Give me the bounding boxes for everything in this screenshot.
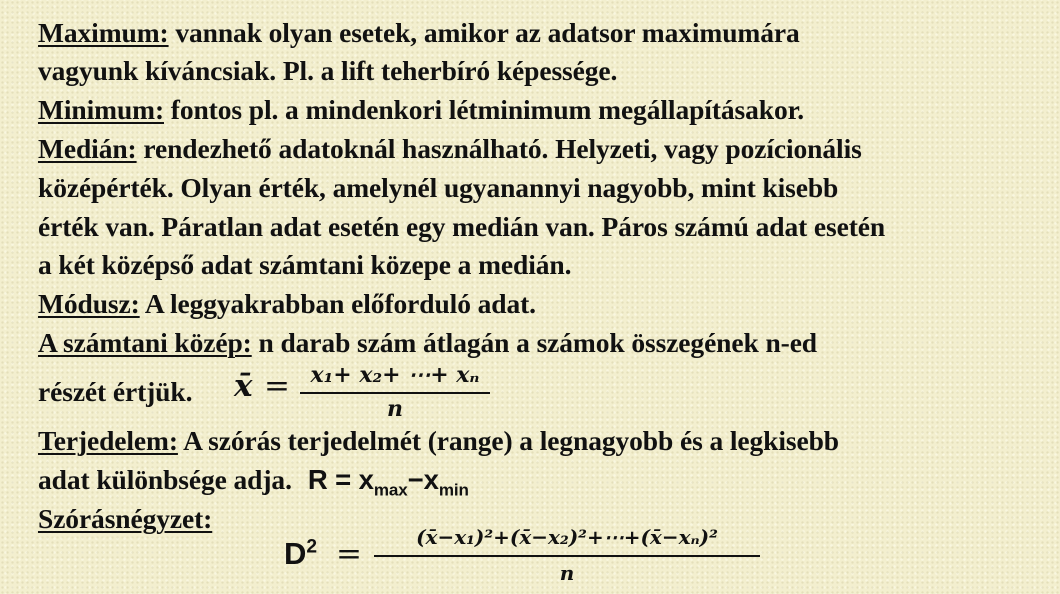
- mean-formula-numerator: x₁+ x₂+ ⋯+ xₙ: [310, 362, 480, 388]
- median-line-1: [38, 130, 862, 168]
- range-text-1: A szórás terjedelmét (range) a legnagyobb és a legkisebb: [177, 425, 840, 456]
- variance-formula-denominator: n: [559, 561, 575, 585]
- median-line-2: [38, 169, 838, 207]
- range-formula-max: max: [373, 480, 408, 500]
- mean-formula-denominator: n: [387, 396, 403, 422]
- mean-term: A számtani közép:: [38, 327, 252, 358]
- range-text-2: adat különbsége adja.: [38, 464, 292, 495]
- variance-formula-equals: =: [336, 536, 362, 572]
- range-formula-minus: −x: [407, 464, 439, 495]
- minimum-text: fontos pl. a mindenkori létminimum megállapításakor.: [164, 94, 804, 125]
- variance-formula-d: D: [284, 536, 307, 571]
- maximum-term: Maximum:: [38, 17, 169, 48]
- variance-line: [38, 500, 212, 538]
- mean-formula-equals: =: [264, 368, 290, 404]
- maximum-text-1: vannak olyan esetek, amikor az adatsor maximumára: [168, 17, 800, 48]
- variance-fraction-bar: [374, 555, 760, 557]
- minimum-term: Minimum:: [38, 94, 164, 125]
- mean-fraction-bar: [300, 392, 490, 394]
- range-term: Terjedelem:: [38, 425, 178, 456]
- mean-text-2: részét értjük.: [38, 376, 193, 407]
- mean-text-1: n darab szám átlagán a számok összegének n-ed: [251, 327, 817, 358]
- median-term: Medián:: [38, 133, 137, 164]
- maximum-line-1: [38, 14, 800, 52]
- mean-line-2: [38, 373, 192, 411]
- minimum-line: [38, 91, 804, 129]
- variance-formula-sup: 2: [306, 536, 318, 558]
- variance-term: Szórásnégyzet:: [38, 503, 213, 534]
- median-text-2: középérték. Olyan érték, amelynél ugyanannyi nagyobb, mint kisebb: [38, 172, 839, 203]
- range-formula-min: min: [438, 480, 469, 500]
- range-formula: [307, 464, 469, 500]
- maximum-line-2: [38, 52, 617, 90]
- mean-formula-lhs: x̄: [234, 368, 253, 404]
- mean-line-1: [38, 324, 817, 362]
- median-text-1: rendezhető adatoknál használható. Helyzeti, vagy pozícionális: [136, 133, 862, 164]
- variance-formula-numerator: (x̄−x₁)²+(x̄−x₂)²+⋯+(x̄−xₙ)²: [416, 525, 718, 549]
- range-line-2: [38, 461, 469, 499]
- modusz-line: [38, 285, 536, 323]
- median-text-4: a két középső adat számtani közepe a medián.: [38, 249, 572, 280]
- range-line-1: [38, 422, 839, 460]
- variance-formula-lhs: [284, 536, 317, 572]
- range-formula-r: R = x: [307, 464, 374, 495]
- median-text-3: érték van. Páratlan adat esetén egy medián van. Páros számú adat esetén: [38, 211, 886, 242]
- maximum-text-2: vagyunk kíváncsiak. Pl. a lift teherbíró képessége.: [38, 55, 618, 86]
- median-line-3: [38, 208, 885, 246]
- median-line-4: [38, 246, 571, 284]
- modusz-text: A leggyakrabban előforduló adat.: [139, 288, 536, 319]
- modusz-term: Módusz:: [38, 288, 140, 319]
